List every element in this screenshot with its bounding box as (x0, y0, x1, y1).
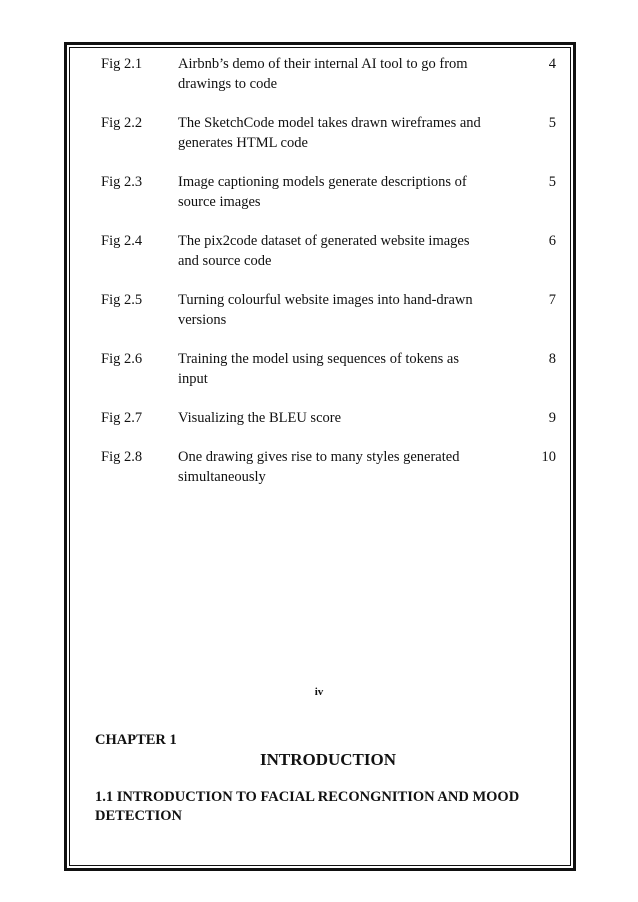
figure-title: Image captioning models generate descriptions of source images (178, 174, 467, 210)
figure-page: 5 (548, 115, 556, 131)
figure-page: 5 (548, 174, 556, 190)
page-number: iv (314, 686, 324, 698)
figure-page: 7 (548, 292, 556, 308)
figure-title: One drawing gives rise to many styles generated simultaneously (178, 449, 460, 485)
figure-page: 4 (548, 56, 556, 72)
figure-page: 6 (548, 233, 556, 249)
figure-title: Turning colourful website images into hand-drawn versions (178, 292, 473, 328)
figure-number: Fig 2.6 (101, 351, 143, 367)
chapter-label: CHAPTER 1 (95, 732, 177, 748)
figure-page: 9 (548, 410, 556, 426)
figure-number: Fig 2.3 (101, 174, 143, 190)
figure-number: Fig 2.7 (101, 410, 143, 426)
figure-page: 8 (548, 351, 556, 367)
section-heading: 1.1 INTRODUCTION TO FACIAL RECONGNITION AND MOOD DETECTION (95, 789, 520, 824)
figure-number: Fig 2.8 (101, 449, 143, 465)
figure-number: Fig 2.5 (101, 292, 143, 308)
chapter-title: INTRODUCTION (259, 750, 397, 769)
figure-title: Training the model using sequences of tokens as input (178, 351, 459, 387)
figure-number: Fig 2.1 (101, 56, 143, 72)
figure-number: Fig 2.2 (101, 115, 143, 131)
figure-page: 10 (541, 449, 556, 465)
figure-title: Visualizing the BLEU score (178, 410, 342, 426)
figure-title: The pix2code dataset of generated website images and source code (178, 233, 470, 269)
figure-title: Airbnb’s demo of their internal AI tool to go from drawings to code (178, 56, 468, 92)
figure-title: The SketchCode model takes drawn wireframes and generates HTML code (178, 115, 481, 151)
figure-number: Fig 2.4 (101, 233, 143, 249)
